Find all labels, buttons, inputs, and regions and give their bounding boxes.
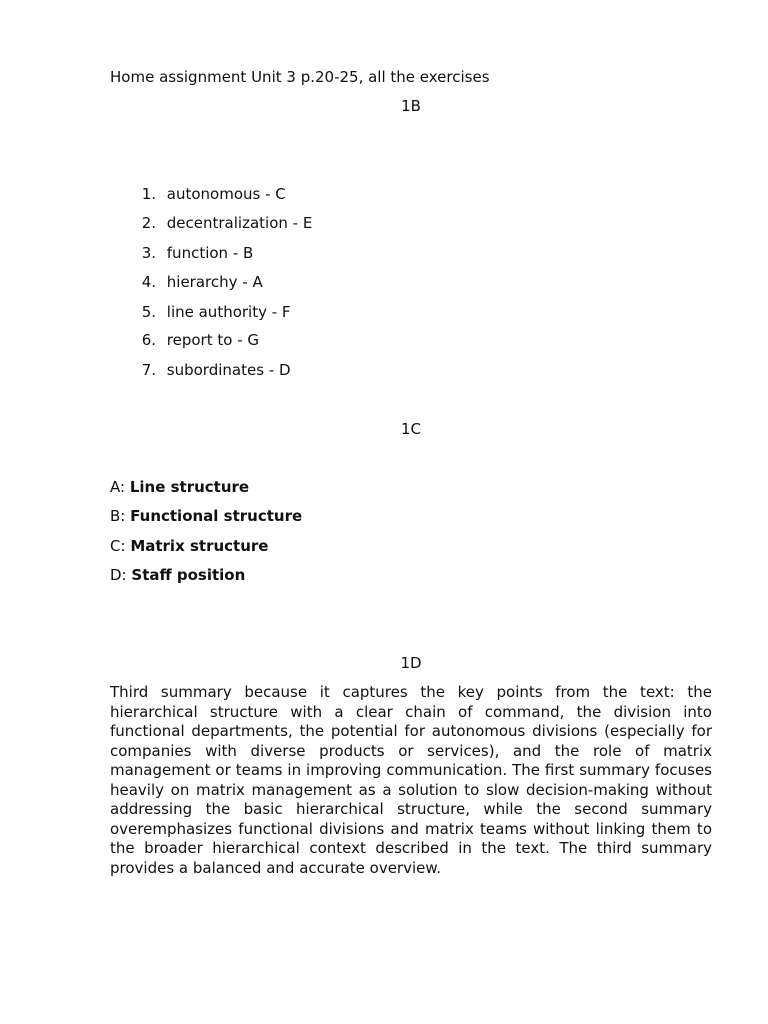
answer-key: A: <box>110 478 126 496</box>
answer-key: C: <box>110 537 126 555</box>
answer-row <box>110 506 302 526</box>
summary-paragraph: Third summary because it captures the key points from the text: the hierarchical structure with a clear chain of command, the division into functional departments, the potential for autonomous divisions (especially for companies with diverse products or services), and the role of matrix management or teams in improving communication. The first summary focuses heavily on matrix management as a solution to slow decision-making without addressing the basic hierarchical structure, while the second summary overemphasizes functional divisions and matrix teams without linking them to the broader hierarchical context described in the text. The third summary provides a balanced and accurate overview. <box>110 683 712 877</box>
answer-value: Staff position <box>131 566 246 584</box>
answer-key: B: <box>110 507 126 525</box>
answer-row <box>110 565 245 585</box>
list-item <box>110 302 291 322</box>
list-item-number: 7. <box>141 361 156 379</box>
answer-row <box>110 477 249 497</box>
list-item-text: hierarchy - A <box>166 273 263 291</box>
list-item-text: decentralization - E <box>166 214 313 232</box>
answer-value: Functional structure <box>130 507 303 525</box>
list-item <box>110 213 312 233</box>
list-item-text: subordinates - D <box>166 361 291 379</box>
list-item <box>110 360 291 380</box>
list-item <box>110 272 263 292</box>
assignment-header: Home assignment Unit 3 p.20-25, all the exercises <box>110 68 490 86</box>
section-title-1c: 1C <box>400 420 422 438</box>
section-title-1b: 1B <box>401 97 421 115</box>
answer-value: Line structure <box>129 478 250 496</box>
answer-value: Matrix structure <box>130 537 269 555</box>
list-item <box>110 243 253 263</box>
list-item-number: 1. <box>141 185 156 203</box>
list-item-number: 5. <box>141 303 156 321</box>
list-item <box>110 184 286 204</box>
section-title-1d: 1D <box>400 654 422 672</box>
list-item-text: line authority - F <box>166 303 291 321</box>
list-item-number: 6. <box>141 331 156 349</box>
answer-key: D: <box>110 566 127 584</box>
answer-row <box>110 536 268 556</box>
list-item-number: 4. <box>141 273 156 291</box>
list-item-text: report to - G <box>166 331 259 349</box>
list-item-number: 3. <box>141 244 156 262</box>
list-item <box>110 330 259 350</box>
list-item-text: function - B <box>166 244 254 262</box>
list-item-number: 2. <box>141 214 156 232</box>
list-item-text: autonomous - C <box>166 185 286 203</box>
